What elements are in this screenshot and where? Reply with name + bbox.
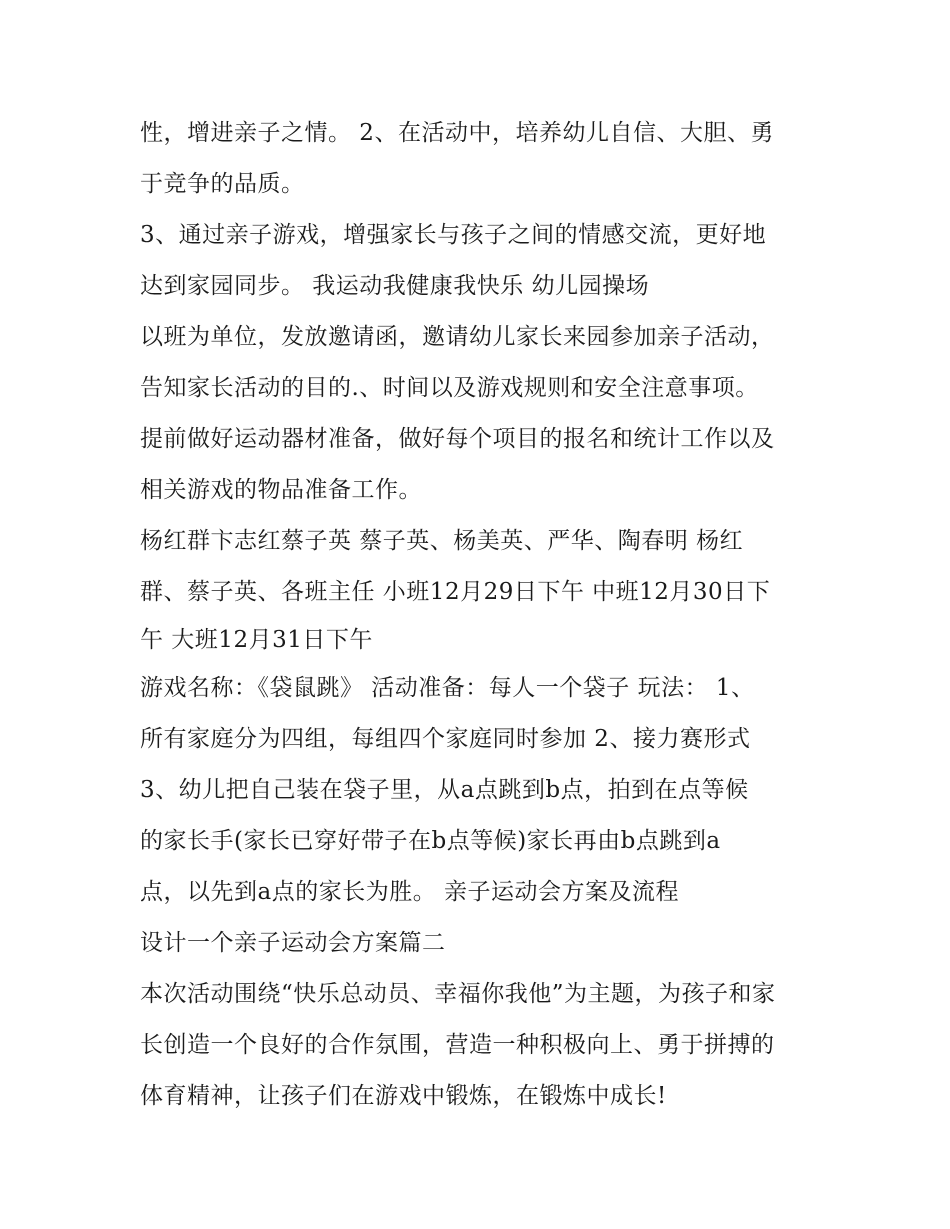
text-line: 性，增进亲子之情。 2、在活动中，培养幼儿自信、大胆、勇	[140, 120, 774, 146]
text-line: 群、蔡子英、各班主任 小班12月29日下午 中班12月30日下	[140, 579, 771, 605]
text-line: 以班为单位，发放邀请函，邀请幼儿家长来园参加亲子活动，	[140, 324, 775, 350]
text-line: 午 大班12月31日下午	[140, 627, 373, 653]
text-line: 告知家长活动的目的.、时间以及游戏规则和安全注意事项。	[140, 375, 759, 401]
text-line: 提前做好运动器材准备，做好每个项目的报名和统计工作以及	[140, 426, 775, 452]
text-line: 游戏名称：《袋鼠跳》 活动准备：每人一个袋子 玩法： 1、	[140, 675, 755, 701]
text-line: 所有家庭分为四组，每组四个家庭同时参加 2、接力赛形式	[140, 726, 751, 752]
text-line: 体育精神，让孩子们在游戏中锻炼，在锻炼中成长!	[140, 1083, 667, 1109]
text-line: 的家长手(家长已穿好带子在b点等候)家长再由b点跳到a	[140, 828, 721, 854]
text-line: 本次活动围绕“快乐总动员、幸福你我他”为主题，为孩子和家	[140, 981, 776, 1007]
text-line: 长创造一个良好的合作氛围，营造一种积极向上、勇于拼搏的	[140, 1032, 775, 1058]
text-line: 3、通过亲子游戏，增强家长与孩子之间的情感交流，更好地	[140, 222, 767, 248]
document-body	[140, 108, 830, 1122]
section-heading: 设计一个亲子运动会方案篇二	[140, 930, 446, 956]
text-line: 达到家园同步。 我运动我健康我快乐 幼儿园操场	[140, 273, 650, 299]
text-line: 杨红群卞志红蔡子英 蔡子英、杨美英、严华、陶春明 杨红	[140, 528, 744, 554]
text-line: 3、幼儿把自己装在袋子里，从a点跳到b点，拍到在点等候	[140, 777, 749, 803]
text-line: 相关游戏的物品准备工作。	[140, 477, 422, 503]
text-line: 点，以先到a点的家长为胜。 亲子运动会方案及流程	[140, 879, 680, 905]
text-line: 于竞争的品质。	[140, 171, 305, 197]
